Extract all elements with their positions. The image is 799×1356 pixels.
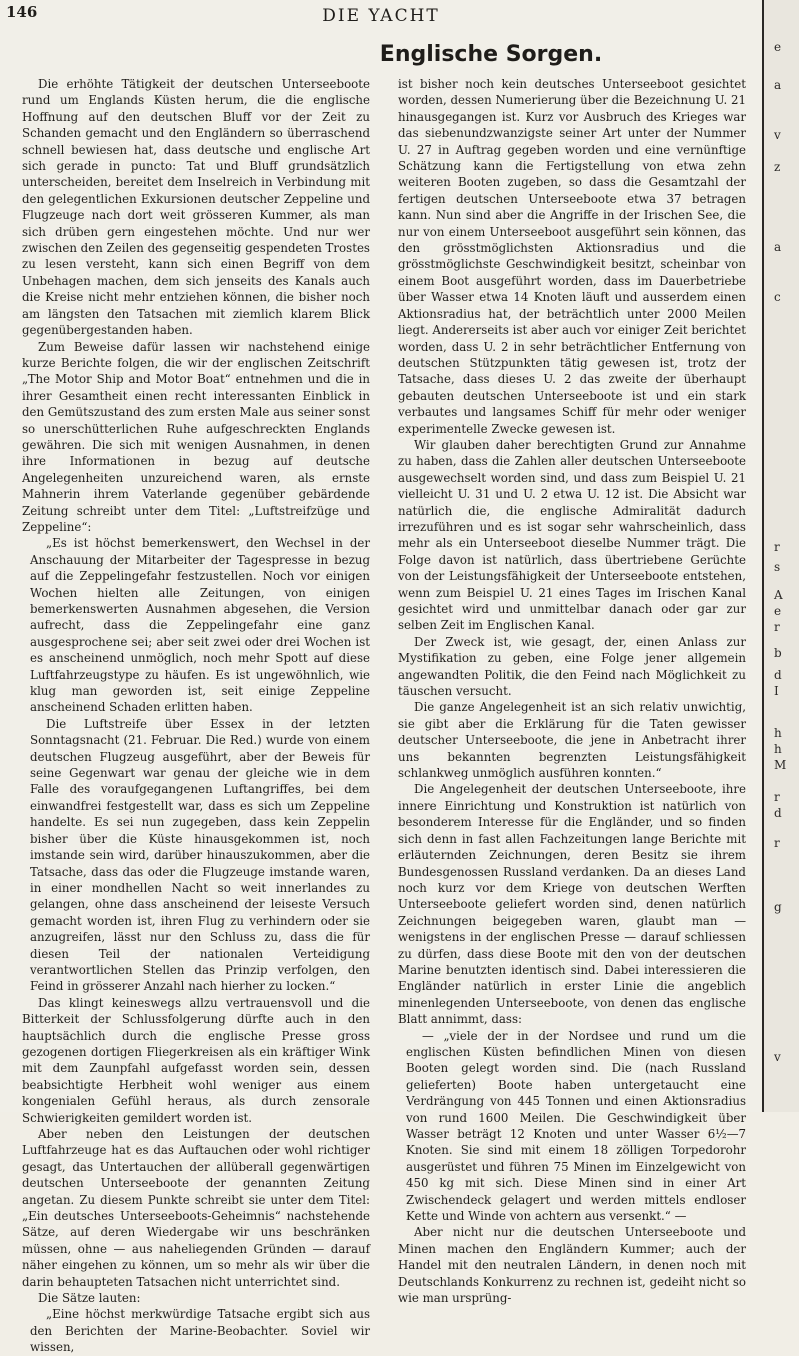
paragraph: ist bisher noch kein deutsches Unterseeboot gesichtet worden, dessen Numerierung über die Bezeichnung U. 21 hinausgegangen ist. Kurz vor Ausbruch des Krieges war das siebenundzwanzigste seiner Art unter der Nummer U. 27 in Auftrag gegeben worden und eine vernünftige Schätzung kann die Fertigstellung von etwa zehn weiteren Booten zugeben, so dass die Gesamtzahl der fertigen deutschen Unterseeboote etwa 37 betragen kann. Nun sind aber die Angriffe in der Irischen See, die nur von einem Unterseeboot ausgeführt sein können, das den grösstmöglichsten Aktionsradius und die grösstmöglichste Geschwindigkeit besitzt, scheinbar von einem Boot ausgeführt worden, dass im Dauerbetriebe über Wasser etwa 14 Knoten läuft und ausserdem einen Aktionsradius hat, der beträchtlich unter 2000 Meilen liegt. Andererseits ist aber auch vor einiger Zeit berichtet worden, dass U. 2 in sehr beträchtlicher Entfernung von deutschen Stützpunkten tätig gewesen ist, trotz der Tatsache, dass dieses U. 2 das zweite der überhaupt gebauten deutschen Unterseeboote ist und ein stark verbautes und langsames Schiff für mehr oder weniger experimentelle Zwecke gewesen ist. [398,77,746,436]
adjacent-page-fragment: s [774,560,781,574]
adjacent-page-fragment: g [774,900,782,914]
quote-paragraph: „Es ist höchst bemerkenswert, den Wechsel in der Anschauung der Mitarbeiter der Tagespresse in bezug auf die Zeppelingefahr festzustellen. Noch vor einigen Wochen hielten alle Zeitungen, von einigen bemerkenswerten Ausnahmen abgesehen, die Version aufrecht, dass die Zeppelingefahr eine ganz ausgesprochene sei; aber seit zwei oder drei Wochen ist es anscheinend unmöglich, noch mehr Spott auf diese Luftfahrzeugstype zu häufen. Es ist ungewöhnlich, wie klug man geworden ist, seit einige Zeppeline anscheinend Schaden erlitten haben. [30,536,370,715]
left-column [22,76,370,1356]
adjacent-page-fragment: d [774,668,782,682]
adjacent-page-fragment: r [774,620,780,634]
adjacent-page-fragment: h [774,742,782,756]
page-number: 146 [6,3,38,21]
adjacent-page-fragment: A [774,588,783,602]
adjacent-page-fragment: h [774,726,782,740]
paragraph: Der Zweck ist, wie gesagt, der, einen Anlass zur Mystifikation zu geben, eine Folge jener allgemein angewandten Politik, die den Feind nach Möglichkeit zu täuschen versucht. [398,634,746,699]
adjacent-page-edge [762,0,799,1112]
adjacent-page-fragment: r [774,836,780,850]
quote-paragraph: — „viele der in der Nordsee und rund um die englischen Küsten befindlichen Minen von diesen Booten gelegt worden sind. Die (nach Russland gelieferten) Boote haben untergetaucht eine Verdrängung von 445 Tonnen und einen Aktionsradius von rund 1600 Meilen. Die Geschwindigkeit über Wasser beträgt 12 Knoten und unter Wasser 6½—7 Knoten. Sie sind mit einem 18 zölligen Torpedorohr ausgerüstet und führen 75 Minen im Einzelgewicht von 450 kg mit sich. Diese Minen sind in einer Art Zwischendeck gelagert und werden mittels endloser Kette und Winde von achtern aus versenkt.“ — [406,1028,746,1224]
adjacent-page-fragment: v [774,128,781,142]
adjacent-page-fragment: a [774,240,782,254]
adjacent-page-fragment: r [774,540,780,554]
adjacent-page-fragment: e [774,40,782,54]
adjacent-page-fragment: I [774,684,779,698]
adjacent-page-fragment: d [774,806,782,820]
right-column [398,76,746,1306]
adjacent-page-fragment: c [774,290,781,304]
quote-paragraph: „Eine höchst merkwürdige Tatsache ergibt sich aus den Berichten der Marine-Beobachter. Soviel wir wissen, [30,1307,370,1355]
paragraph: Die erhöhte Tätigkeit der deutschen Unterseeboote rund um Englands Küsten herum, die die englische Hoffnung auf den deutschen Bluff vor der Zeit zu Schanden gemacht und den Engländern so überraschend schnell bewiesen hat, dass deutsche und englische Art sich gerade in puncto: Tat und Bluff grundsätzlich unterscheiden, bereitet dem Inselreich in Verbindung mit den gelegentlichen Exkursionen deutscher Zeppeline und Flugzeuge nach dort weit grösseren Kummer, als man sich drüben gern eingestehen möchte. Und nur wer zwischen den Zeilen des gegenseitig gespendeten Trostes zu lesen versteht, kann sich einen Begriff von dem Unbehagen machen, dem sich jenseits des Kanals auch die Kreise nicht mehr entziehen können, die bisher noch am längsten den Tatsachen mit ziemlich klarem Blick gegenübergestanden haben. [22,77,370,338]
paragraph: Aber nicht nur die deutschen Unterseeboote und Minen machen den Engländern Kummer; auch der Handel mit den neutralen Ländern, in denen noch mit Deutschlands Konkurrenz zu rechnen ist, gedeiht nicht so wie man ursprüng- [398,1225,746,1306]
adjacent-page-fragment: a [774,78,782,92]
adjacent-page-fragment: z [774,160,781,174]
paragraph: Die Sätze lauten: [38,1291,141,1306]
article-title: Englische Sorgen. [379,42,603,67]
paragraph: Das klingt keineswegs allzu vertrauensvoll und die Bitterkeit der Schlussfolgerung dürfte auch in den hauptsächlich durch die englische Presse gross gezogenen dortigen Fliegerkreisen als ein kräftiger Wink mit dem Zaunpfahl aufgefasst worden sein, dessen beabsichtigte Herbheit wohl weniger aus einem kongenialen Gefühl heraus, als durch zensorale Schwierigkeiten gemildert worden ist. [22,995,370,1125]
paragraph: Wir glauben daher berechtigten Grund zur Annahme zu haben, dass die Zahlen aller deutschen Unterseeboote ausgewechselt worden sind, und dass zum Beispiel U. 21 vielleicht U. 31 und U. 2 etwa U. 12 ist. Die Absicht war natürlich die, die englische Admiralität dadurch irrezuführen und es ist sogar sehr wahrscheinlich, dass mehr als ein Unterseeboot dieselbe Nummer trägt. Die Folge davon ist natürlich, dass übertriebene Gerüchte von der Leistungsfähigkeit der Unterseeboote entstehen, wenn zum Beispiel U. 21 eines Tages im Irischen Kanal gesichtet wird und unmittelbar danach oder gar zur selben Zeit im Englischen Kanal. [398,437,746,633]
adjacent-page-fragment: e [774,604,782,618]
adjacent-page-fragment: r [774,790,780,804]
quote-paragraph: Die Luftstreife über Essex in der letzten Sonntagsnacht (21. Februar. Die Red.) wurde von einem deutschen Flugzeug ausgeführt, aber der Beweis für seine Gegenwart war genau der gleiche wie in dem Falle des voraufgegangenen Luftangriffes, bei dem einwandfrei festgestellt war, dass es sich um Zeppeline handelte. Es sei nun zugegeben, dass kein Zeppelin bisher über die Küste hinausgekommen ist, noch imstande sein wird, darüber hinauszukommen, aber die Tatsache, dass das oder die Flugzeuge imstande waren, in einer mondhellen Nacht so weit innerlandes zu gelangen, ohne dass anscheinend der leiseste Versuch gemacht worden ist, ihren Flug zu verhindern oder sie anzugreifen, lässt nur den Schluss zu, dass die für diesen Teil der nationalen Verteidigung verantwortlichen Stellen das Prinzip verfolgen, den Feind in grösserer Anzahl nach hierher zu locken.“ [30,716,370,994]
adjacent-page-fragment: b [774,646,782,660]
paragraph: Die Angelegenheit der deutschen Unterseeboote, ihre innere Einrichtung und Konstruktion ist natürlich von besonderem Interesse für die Engländer, und so finden sich denn in fast allen Fachzeitungen lange Berichte mit erläuternden Zeichnungen, deren Besitz sie ihrem Bundesgenossen Russland verdanken. Da an dieses Land noch kurz vor dem Kriege von deutschen Werften Unterseeboote geliefert worden sind, denen natürlich Zeichnungen beigegeben waren, glaubt man — wenigstens in der englischen Presse — darauf schliessen zu dürfen, dass diese Boote mit den von der deutschen Marine benutzten identisch sind. Dabei interessieren die Engländer natürlich in erster Linie die angeblich minenlegenden Unterseeboote, von denen das englische Blatt annimmt, dass: [398,782,746,1027]
paragraph: Zum Beweise dafür lassen wir nachstehend einige kurze Berichte folgen, die wir der englischen Zeitschrift „The Motor Ship and Motor Boat“ entnehmen und die in ihrer Gesamtheit einen recht interessanten Einblick in den Gemütszustand des zum ersten Male aus seiner sonst so unerschütterlichen Ruhe aufgeschreckten Englands gewähren. Die sich mit wenigen Ausnahmen, in denen ihre Informationen in bezug auf deutsche Angelegenheiten unzureichend waren, als ernste Mahnerin ihrem Vaterlande gegenüber gebärdende Zeitung schreibt unter dem Titel: „Luftstreifzüge und Zeppeline“: [22,339,370,534]
adjacent-page-fragment: M [774,758,787,772]
running-header: DIE YACHT [322,6,440,26]
adjacent-page-fragment: v [774,1050,781,1064]
paragraph: Die ganze Angelegenheit ist an sich relativ unwichtig, sie gibt aber die Erklärung für die Taten gewisser deutscher Unterseeboote, die jene in Anbetracht ihrer uns bekannten begrenzten Leistungsfähigkeit schlankweg unmöglich ausführen konnten.“ [398,700,746,781]
paragraph: Aber neben den Leistungen der deutschen Luftfahrzeuge hat es das Auftauchen oder wohl richtiger gesagt, das Untertauchen der allüberall gegenwärtigen deutschen Unterseeboote der genannten Zeitung angetan. Zu diesem Punkte schreibt sie unter dem Titel: „Ein deutsches Unterseeboots-Geheimnis“ nachstehende Sätze, auf deren Wiedergabe wir uns beschränken müssen, ohne — aus naheliegenden Gründen — darauf näher eingehen zu können, um so mehr als wir über die darin behaupteten Tatsachen nicht unterrichtet sind. [22,1127,370,1289]
